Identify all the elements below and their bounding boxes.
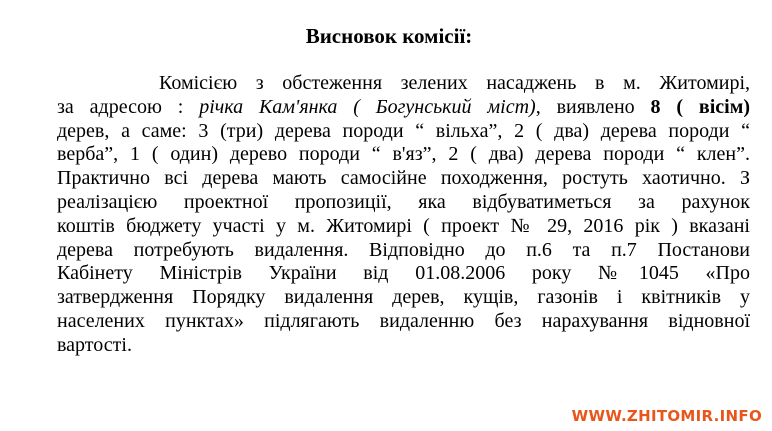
- body-line-11: [57, 310, 750, 334]
- body-line-1-text: Комісією з обстеження зелених насаджень в м. Житомирі,: [159, 72, 750, 94]
- address-text: річка Кам'янка ( Богунський міст): [199, 95, 536, 118]
- body-line-3-text: дерев, а саме: 3 (три) дерева породи “ вільха”, 2 ( два) дерева породи “: [57, 119, 750, 142]
- body-line-10-text: затвердження Порядку видалення дерев, кущів, газонів і квітників у: [57, 286, 750, 309]
- body-line-3: [57, 120, 750, 144]
- document-body: [57, 72, 750, 358]
- body-line-4: [57, 143, 750, 167]
- body-line-5: [57, 167, 750, 191]
- body-line-9-text: Кабінету Міністрів України від 01.08.2006 року №1045 «Про: [57, 262, 750, 285]
- body-line-2-pre: за адресою :: [57, 95, 200, 118]
- body-line-5-text: Практично всі дерева мають самосійне походження, ростуть хаотично. З: [57, 167, 750, 190]
- body-line-2: [57, 96, 750, 120]
- body-line-8: [57, 239, 750, 263]
- body-line-12-text: вартості.: [57, 333, 132, 356]
- document-heading: Висновок комісії:: [305, 24, 473, 48]
- body-line-7: [57, 215, 750, 239]
- body-line-4-text: верба”, 1 ( один) дерево породи “ в'яз”, 2 ( два) дерева породи “ клен”.: [57, 143, 750, 166]
- body-line-8-text: дерева потребують видалення. Відповідно до п.6 та п.7 Постанови: [57, 238, 750, 261]
- tree-count-text: 8 ( вісім): [650, 95, 750, 118]
- body-line-11-text: населених пунктах» підлягають видаленню без нарахування відновної: [57, 309, 750, 332]
- body-line-12: [57, 334, 750, 358]
- site-watermark: WWW.ZHITOMIR.INFO: [571, 407, 762, 425]
- body-line-2-mid: , виявлено: [535, 95, 651, 118]
- body-line-6-text: реалізацією проектної пропозиції, яка відбуватиметься за рахунок: [57, 190, 750, 213]
- body-line-7-text: коштів бюджету участі у м. Житомирі ( проект № 29, 2016 рік ) вказані: [57, 214, 750, 237]
- body-line-1: [57, 72, 750, 96]
- body-line-9: [57, 262, 750, 286]
- body-line-10: [57, 286, 750, 310]
- body-line-6: [57, 191, 750, 215]
